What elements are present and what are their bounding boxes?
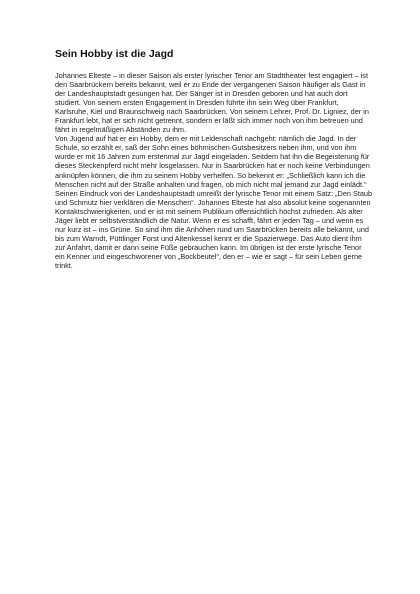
- paragraph-impression: Seinen Eindruck von der Landeshauptstadt umreißt der lyrische Tenor mit einem Satz: „Den Staub und Schmutz hier verklären die Menschen“. Johannes Elteste hat also absolut keine sogenannten Kontaktschwierigkeiten, und er ist mit seinem Publikum offensichtlich höchst zufrieden. Als alter Jäger liebt er selbstverständlich die Natur. Wenn er es schafft, fährt er jeden Tag – und wenn es nur kurz ist – ins Grüne. So sind ihm die Anhöhen rund um Saarbrücken bereits alle bekannt, und bis zum Warndt, Püttlinger Forst und Altenkessel kennt er die Spazierwege. Das Auto dient ihm zur Anfahrt, damit er dann seine Füße gebrauchen kann. Im übrigen ist der erste lyrische Tenor ein Kenner und eingeschworener von „Bockbeutel“, den er – wie er sagt – für sein Leben gerne trinkt.: [55, 188, 373, 270]
- article: [55, 48, 373, 270]
- paragraph-intro: Johannes Elteste – in dieser Saison als erster lyrischer Tenor am Stadttheater fest engagiert – ist den Saarbrückern bereits bekannt, weil er zu Ende der vergangenen Saison häufiger als Gast in der Landeshauptstadt gesungen hat. Der Sänger ist in Dresden geboren und hat auch dort studiert. Von seinem ersten Engagement in Dresden führte ihn sein Weg über Frankfurt, Karlsruhe, Kiel und Braunschweig nach Saarbrücken. Von seinem Lehrer, Prof. Dr. Ligniez, der in Frankfurt lebt, hat er sich nicht getrennt, sondern er läßt sich immer noch von ihm betreuen und fährt in regelmäßigen Abständen zu ihm.: [55, 71, 369, 135]
- article-title: Sein Hobby ist die Jagd: [55, 48, 174, 60]
- paragraph-hobby: Von Jugend auf hat er ein Hobby, dem er mit Leidenschaft nachgeht: nämlich die Jagd. In der Schule, so erzählt er, saß der Sohn eines böhmischen Gutsbesitzers neben ihm, und von ihm wurde er mit 16 Jahren zum erstenmal zur Jagd eingeladen. Seitdem hat ihn die Begeisterung für dieses Steckenpferd nicht mehr losgelassen. Nur in Saarbrücken hat er noch keine Verbindungen anknüpfen können, die ihm zu seinem Hobby verhelfen. So bekennt er: „Schließlich kann ich die Menschen nicht auf der Straße anhalten und fragen, ob mich nicht mal jemand zur Jagd einlädt.“: [55, 134, 370, 189]
